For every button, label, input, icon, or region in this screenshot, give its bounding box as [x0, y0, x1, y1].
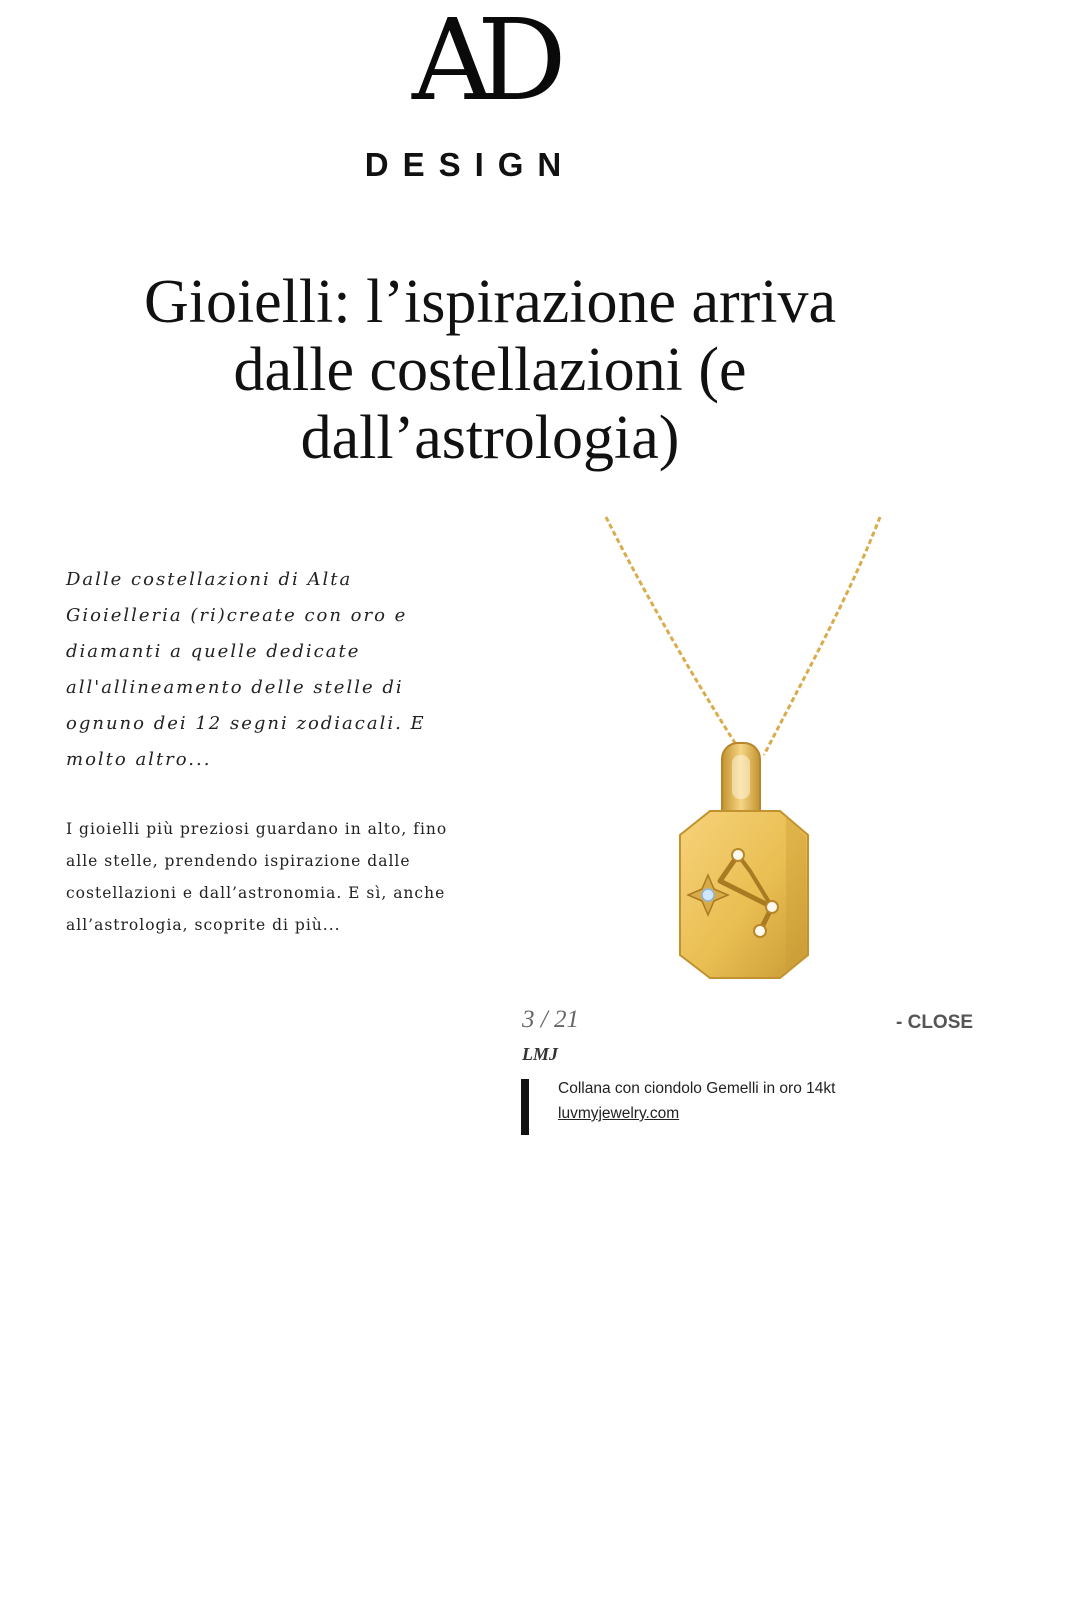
section-name: DESIGN: [364, 146, 576, 183]
image-caption: Collana con ciondolo Gemelli in oro 14kt: [558, 1080, 836, 1097]
article-body: I gioielli più preziosi guardano in alto, fino alle stelle, prendendo ispirazione dalle costellazioni e dall’astronomia. E sì, anche all’astrologia, scoprite di più...: [66, 820, 448, 934]
necklace-image-icon: [560, 515, 920, 990]
gallery-image: [560, 515, 920, 990]
ad-logo[interactable]: AD: [412, 0, 551, 126]
gallery-counter: 3 / 21: [522, 1006, 579, 1033]
article-intro: Dalle costellazioni di Alta Gioielleria (ri)create con oro e diamanti a quelle dedicate all'allineamento delle stelle di ognuno dei 12 segni zodiacali. E molto altro...: [66, 569, 426, 770]
source-link[interactable]: luvmyjewelry.com: [558, 1105, 680, 1122]
article-title: Gioielli: l’ispirazione arriva dalle costellazioni (e dall’astrologia): [143, 268, 837, 472]
caption-divider: [521, 1079, 529, 1135]
close-button[interactable]: - CLOSE: [896, 1012, 974, 1033]
credit-brand: LMJ: [522, 1044, 558, 1064]
